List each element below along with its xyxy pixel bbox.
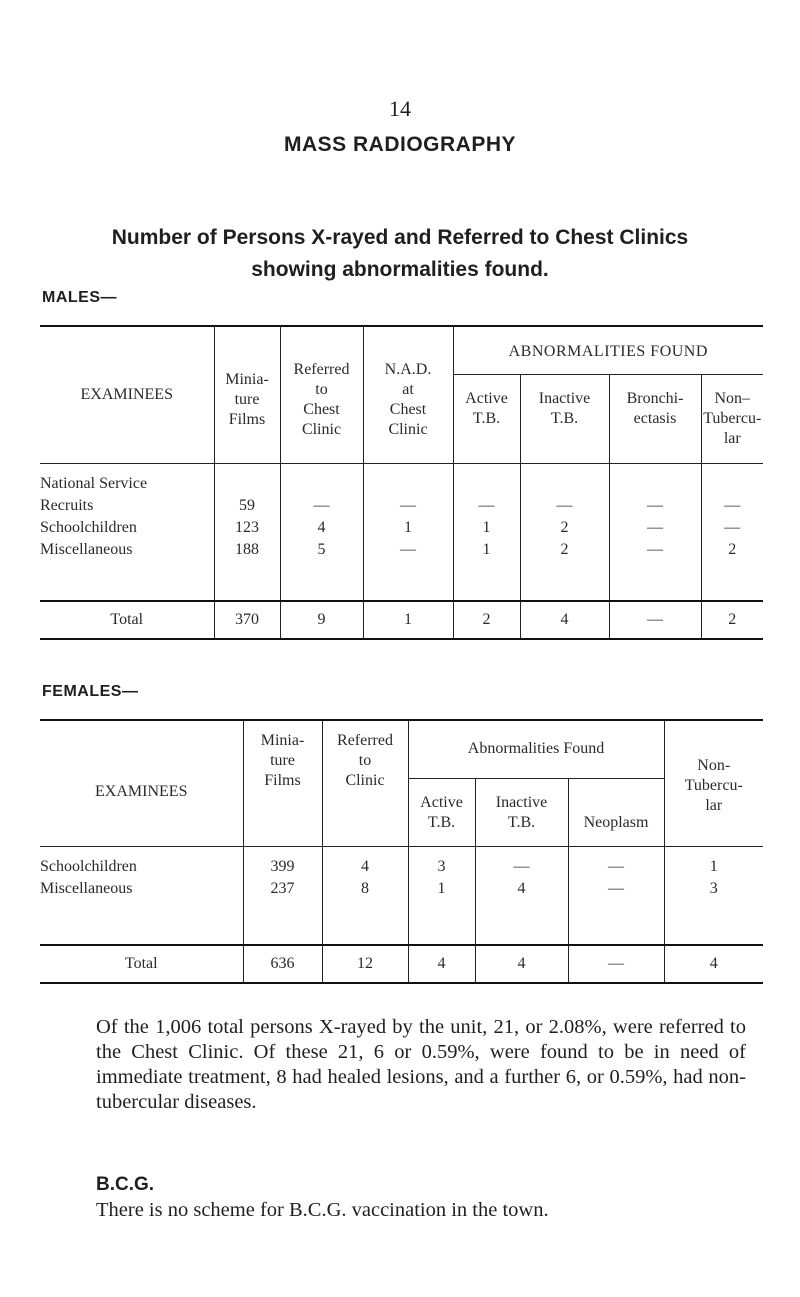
row-label: Schoolchildren [40,518,137,536]
females-header-inactive-tb: Inactive T.B. [475,778,568,846]
cell-inactive: 4 [520,601,609,639]
males-row-national-service [40,463,763,517]
cell-neoplasm: — [568,846,664,878]
cell-referred: 8 [322,878,408,945]
cell-miniature: 123 [214,517,280,539]
females-header-active-tb: Active T.B. [408,778,475,846]
cell-nad: — [363,539,453,601]
cell-active: — [453,463,520,517]
cell-miniature: 370 [214,601,280,639]
cell-miniature: 188 [214,539,280,601]
row-label: Miscellaneous [40,879,133,897]
females-header-non-tubercular: Non- Tubercu- lar [664,720,763,846]
cell-active: 3 [408,846,475,878]
cell-active: 1 [453,539,520,601]
males-header-referred: Referred to Chest Clinic [280,326,363,463]
cell-non-tubercular: 1 [664,846,763,878]
females-row-total [40,945,763,983]
cell-nad: 1 [363,517,453,539]
cell-nad: 1 [363,601,453,639]
cell-inactive: — [475,846,568,878]
females-header-referred: Referred to Clinic [322,720,408,846]
cell-inactive: 2 [520,539,609,601]
males-header-nad: N.A.D. at Chest Clinic [363,326,453,463]
males-header-examinees: EXAMINEES [80,385,173,403]
cell-neoplasm: — [568,878,664,945]
row-label: National Service Recruits [40,463,214,517]
females-table [40,719,763,984]
summary-paragraph: Of the 1,006 total persons X-rayed by the unit, 21, or 2.08%, were referred to the Chest Clinic. Of these 21, 6 or 0.59%, were found to be in need of immediate treatment, 8 had healed lesions, and a further 6, or 0.59%, had non-tubercular diseases. [96,1016,746,1113]
cell-bronchiectasis: — [609,517,701,539]
cell-active: 1 [453,517,520,539]
cell-referred: 4 [280,517,363,539]
females-row-schoolchildren [40,846,763,878]
females-row-miscellaneous [40,878,763,945]
males-header-non-tubercular: Non– Tubercu- lar [701,374,763,463]
cell-non-tubercular: 4 [664,945,763,983]
subtitle-line-2: showing abnormalities found. [251,258,549,281]
bcg-text: There is no scheme for B.C.G. vaccination in the town. [96,1199,549,1221]
cell-inactive: 4 [475,945,568,983]
males-label: MALES— [42,289,117,306]
males-header-miniature-films: Minia- ture Films [214,326,280,463]
females-label: FEMALES— [42,683,139,700]
cell-non-tubercular: 2 [701,539,763,601]
males-header-active-tb: Active T.B. [453,374,520,463]
row-label: Schoolchildren [40,846,243,878]
cell-miniature: 399 [243,846,322,878]
males-row-schoolchildren [40,517,763,539]
cell-active: 4 [408,945,475,983]
cell-non-tubercular: 2 [701,601,763,639]
cell-bronchiectasis: — [609,463,701,517]
total-label: Total [124,954,158,972]
cell-non-tubercular: — [701,517,763,539]
females-header-neoplasm: Neoplasm [568,778,664,846]
cell-referred: — [280,463,363,517]
cell-referred: 5 [280,539,363,601]
row-label: Miscellaneous [40,540,133,558]
males-row-total [40,601,763,639]
males-table [40,325,763,640]
cell-miniature: 59 [214,463,280,517]
cell-referred: 4 [322,846,408,878]
males-header-inactive-tb: Inactive T.B. [520,374,609,463]
females-header-abnormalities: Abnormalities Found [408,720,664,778]
cell-bronchiectasis: — [609,539,701,601]
bcg-heading: B.C.G. [96,1174,155,1195]
females-header-examinees: EXAMINEES [95,783,188,801]
cell-inactive: 4 [475,878,568,945]
cell-referred: 12 [322,945,408,983]
page-number: 14 [389,96,411,121]
cell-nad: — [363,463,453,517]
table-subtitle [0,222,800,286]
cell-neoplasm: — [568,945,664,983]
cell-miniature: 636 [243,945,322,983]
subtitle-line-1: Number of Persons X-rayed and Referred to Chest Clinics [111,226,689,249]
cell-non-tubercular: — [701,463,763,517]
cell-active: 2 [453,601,520,639]
cell-miniature: 237 [243,878,322,945]
males-header-abnormalities: ABNORMALITIES FOUND [453,326,763,374]
females-header-miniature-films: Minia- ture Films [243,720,322,846]
cell-inactive: 2 [520,517,609,539]
males-header-bronchiectasis: Bronchi- ectasis [609,374,701,463]
page-title: MASS RADIOGRAPHY [283,133,517,156]
cell-active: 1 [408,878,475,945]
cell-referred: 9 [280,601,363,639]
males-row-miscellaneous [40,539,763,601]
cell-bronchiectasis: — [609,601,701,639]
cell-non-tubercular: 3 [664,878,763,945]
cell-inactive: — [520,463,609,517]
total-label: Total [110,610,144,628]
